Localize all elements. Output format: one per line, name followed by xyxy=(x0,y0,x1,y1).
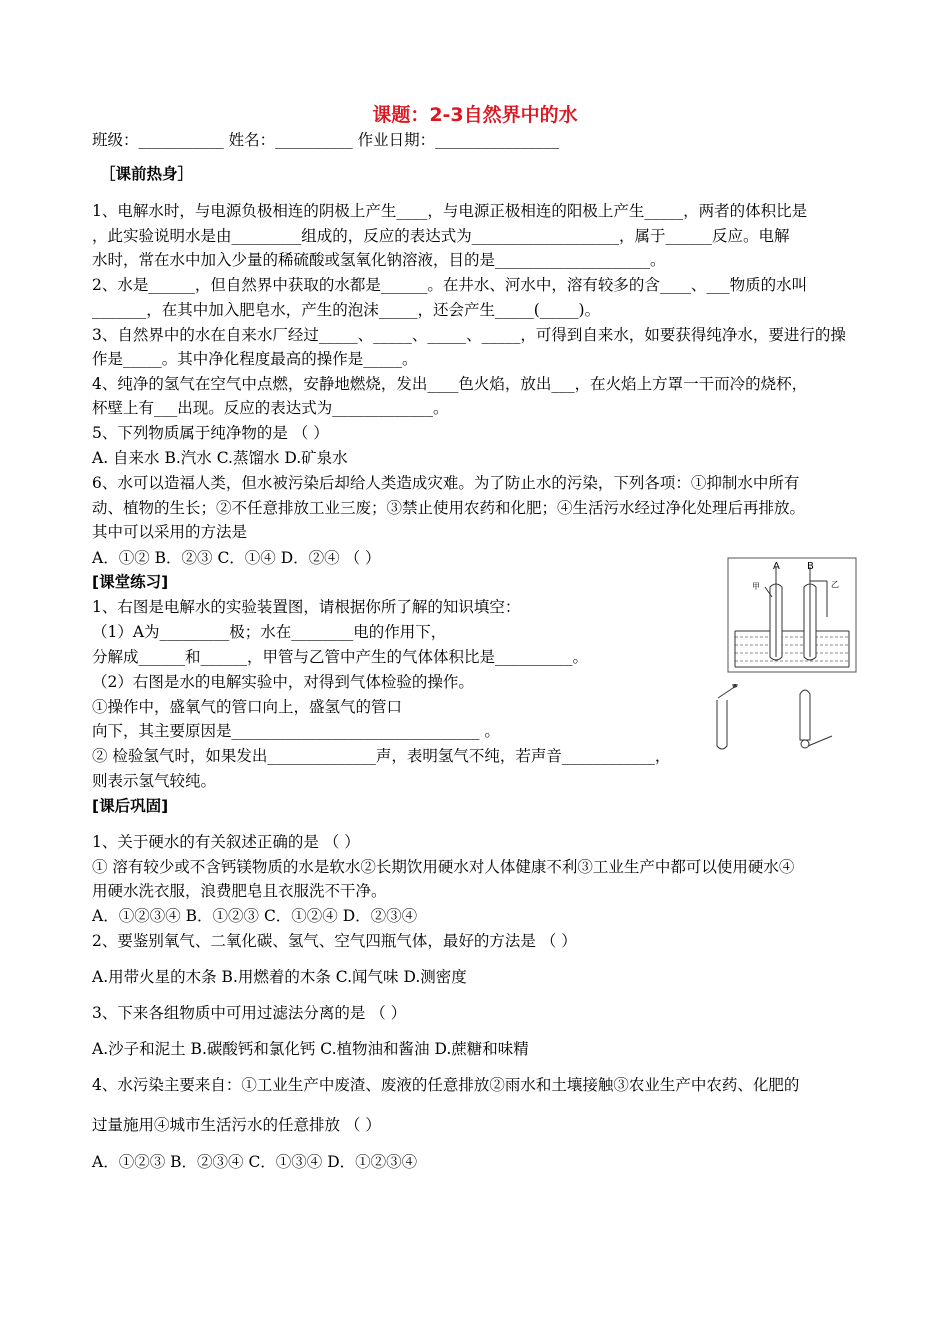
classwork-line: 分解成______和______，甲管与乙管中产生的气体体积比是__________。 xyxy=(92,648,589,666)
label-a: A xyxy=(773,561,780,572)
warmup-line: 3、自然界中的水在自来水厂经过_____、_____、_____、_____，可得到自来水，如要获得纯净水，要进行的操 xyxy=(92,326,846,344)
classwork-line: 1、右图是电解水的实验装置图，请根据你所了解的知识填空： xyxy=(92,598,521,616)
homework-line: ① 溶有较少或不含钙镁物质的水是软水②长期饮用硬水对人体健康不利③工业生产中都可以使用硬水④ xyxy=(92,858,795,876)
homework-line: 用硬水洗衣服，浪费肥皂且衣服洗不干净。 xyxy=(92,882,387,900)
section-warmup: ［课前热身］ xyxy=(100,165,194,183)
classwork-line: ①操作中，盛氧气的管口向上，盛氢气的管口 xyxy=(92,698,403,716)
classwork-line: （1）A为_________极；水在________电的作用下， xyxy=(92,623,447,641)
homework-line: 过量施用④城市生活污水的任意排放 （ ） xyxy=(92,1116,381,1134)
homework-line: A．①②③④ B．①②③ C．①②④ D．②③④ xyxy=(92,907,418,925)
warmup-line: ，此实验说明水是由_________组成的，反应的表达式为___________________，属于______反应。电解 xyxy=(92,227,790,245)
homework-line: 2、要鉴别氧气、二氧化碳、氢气、空气四瓶气体，最好的方法是 （ ） xyxy=(92,932,577,950)
label-b: B xyxy=(807,561,814,572)
homework-line: 3、下来各组物质中可用过滤法分离的是 （ ） xyxy=(92,1004,407,1022)
section-homework: [课后巩固] xyxy=(92,797,169,815)
page-title: 课题：2-3自然界中的水 xyxy=(372,104,578,126)
homework-line: A.用带火星的木条 B.用燃着的木条 C.闻气味 D.测密度 xyxy=(92,968,467,986)
warmup-line: 其中可以采用的方法是 xyxy=(92,523,248,541)
warmup-line: 4、纯净的氢气在空气中点燃，安静地燃烧，发出____色火焰，放出___，在火焰上方罩一干而冷的烧杯， xyxy=(92,375,808,393)
warmup-line: 2、水是______，但自然界中获取的水都是______。在井水、河水中，溶有较多的含____、___物质的水叫 xyxy=(92,276,808,294)
warmup-line: 6、水可以造福人类，但水被污染后却给人类造成灾难。为了防止水的污染，下列各项：①抑制水中所有 xyxy=(92,474,800,492)
label-yi: 乙 xyxy=(831,580,839,589)
classwork-line: 向下，其主要原因是________________________________ 。 xyxy=(92,722,500,740)
section-classwork: [课堂练习] xyxy=(92,573,169,591)
homework-line: A．①②③ B．②③④ C．①③④ D．①②③④ xyxy=(92,1153,418,1171)
classwork-line: （2）右图是水的电解实验中，对得到气体检验的操作。 xyxy=(92,673,474,691)
warmup-line: A．①② B．②③ C．①④ D．②④ （ ） xyxy=(92,549,381,567)
warmup-line: 杯壁上有___出现。反应的表达式为_____________。 xyxy=(92,399,449,417)
warmup-line: A. 自来水 B.汽水 C.蒸馏水 D.矿泉水 xyxy=(92,449,348,467)
homework-line: A.沙子和泥土 B.碳酸钙和氯化钙 C.植物油和酱油 D.蔗糖和味精 xyxy=(92,1040,529,1058)
warmup-line: _______，在其中加入肥皂水，产生的泡沫_____，还会产生_____(_____)。 xyxy=(92,301,601,319)
warmup-line: 作是_____。其中净化程度最高的操作是_____。 xyxy=(92,350,418,368)
homework-line: 1、关于硬水的有关叙述正确的是 （ ） xyxy=(92,833,360,851)
warmup-line: 5、下列物质属于纯净物的是 （ ） xyxy=(92,424,329,442)
gas-test-figure xyxy=(712,684,842,754)
warmup-line: 水时，常在水中加入少量的稀硫酸或氢氧化钠溶液，目的是____________________。 xyxy=(92,251,666,269)
classwork-line: 则表示氢气较纯。 xyxy=(92,772,217,790)
warmup-line: 1、电解水时，与电源负极相连的阴极上产生____，与电源正极相连的阳极上产生_____，两者的体积比是 xyxy=(92,202,808,220)
label-jia: 甲 xyxy=(752,582,760,591)
electrolysis-apparatus-figure xyxy=(727,557,857,673)
header-line: 班级：___________ 姓名：__________ 作业日期：________________ xyxy=(92,131,560,149)
warmup-line: 动、植物的生长；②不任意排放工业三废；③禁止使用农药和化肥；④生活污水经过净化处理后再排放。 xyxy=(92,499,806,517)
classwork-line: ② 检验氢气时，如果发出______________声，表明氢气不纯，若声音____________， xyxy=(92,747,671,765)
homework-line: 4、水污染主要来自：①工业生产中废渣、废液的任意排放②雨水和土壤接触③农业生产中农药、化肥的 xyxy=(92,1076,800,1094)
